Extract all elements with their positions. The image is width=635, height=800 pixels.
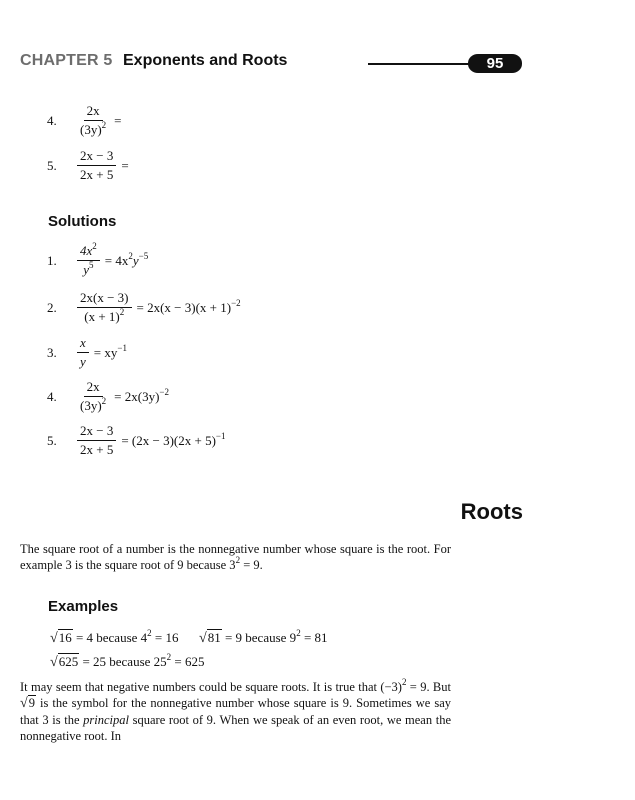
problem-5	[47, 149, 129, 182]
roots-intro-paragraph: The square root of a number is the nonnegative number whose square is the root. For example 3 is the square root of 9 because $3^2 = 9$.	[20, 542, 451, 572]
denominator: $(3y)^2$	[80, 120, 107, 137]
result: = $2x(x - 3)(x + 1)^{-2}$	[136, 297, 241, 315]
fraction	[77, 380, 109, 413]
numerator: 2x	[84, 380, 103, 397]
denominator: 2x + 5	[80, 442, 114, 457]
solution-number: 2.	[47, 299, 57, 315]
denominator: 2x + 5	[80, 167, 114, 182]
denominator: $y^5$	[83, 260, 94, 277]
fraction	[77, 104, 109, 137]
sqrt-9: √9	[20, 696, 35, 711]
numerator: x	[77, 336, 89, 353]
fraction	[77, 291, 132, 324]
chapter-title: Exponents and Roots	[123, 52, 288, 69]
solution-number: 5.	[47, 432, 57, 448]
solution-4	[47, 380, 169, 413]
roots-heading: Roots	[460, 499, 523, 524]
fraction	[77, 336, 89, 369]
solution-number: 3.	[47, 344, 57, 360]
denominator: $(x + 1)^2$	[84, 307, 125, 324]
sqrt-81: √81	[199, 630, 221, 646]
example-line-1: √16 = 4 because $4^2 = 16$ √81 = 9 because $9^2 = 81$	[50, 628, 328, 646]
examples-heading: Examples	[48, 598, 119, 615]
example-line-2: √625 = 25 because $25^2 = 625$	[50, 652, 205, 670]
denominator: y	[80, 354, 86, 369]
equals: =	[121, 157, 129, 173]
closing-paragraph: It may seem that negative numbers could be square roots. It is true that $(-3)^2 = 9$. But √9 is the symbol for the nonnegative number whose square is 9. Sometimes we say that 3 is the principal square root of 9. When we speak of an even root, we mean the nonnegative root. In	[20, 677, 452, 743]
solutions-heading: Solutions	[48, 213, 117, 230]
solution-2	[47, 291, 241, 324]
problem-4	[47, 104, 122, 137]
equals: =	[114, 112, 122, 128]
numerator: 2x(x − 3)	[77, 291, 132, 308]
numerator: 2x	[84, 104, 103, 121]
fraction	[77, 149, 116, 182]
result: = $(2x - 3)(2x + 5)^{-1}$	[121, 430, 226, 448]
sqrt-625: √625	[50, 654, 79, 670]
sqrt-16: √16	[50, 630, 72, 646]
solution-3	[47, 336, 127, 369]
result: = $xy^{-1}$	[93, 342, 127, 360]
numerator: 2x − 3	[77, 149, 116, 166]
header-rule	[368, 63, 478, 65]
fraction	[77, 241, 100, 277]
numerator: 2x − 3	[77, 424, 116, 441]
page-number-badge: 95	[468, 54, 522, 73]
fraction	[77, 424, 116, 457]
problem-number: 4.	[47, 112, 57, 128]
result: = $4x^2y^{-5}$	[104, 250, 149, 268]
result: = $2x(3y)^{-2}$	[114, 386, 169, 404]
solution-5	[47, 424, 225, 457]
chapter-label: CHAPTER 5	[20, 52, 113, 69]
solution-number: 1.	[47, 252, 57, 268]
solution-1	[47, 241, 149, 277]
numerator: $4x^2$	[77, 244, 100, 261]
problem-number: 5.	[47, 157, 57, 173]
denominator: $(3y)^2$	[80, 396, 107, 413]
solution-number: 4.	[47, 388, 57, 404]
